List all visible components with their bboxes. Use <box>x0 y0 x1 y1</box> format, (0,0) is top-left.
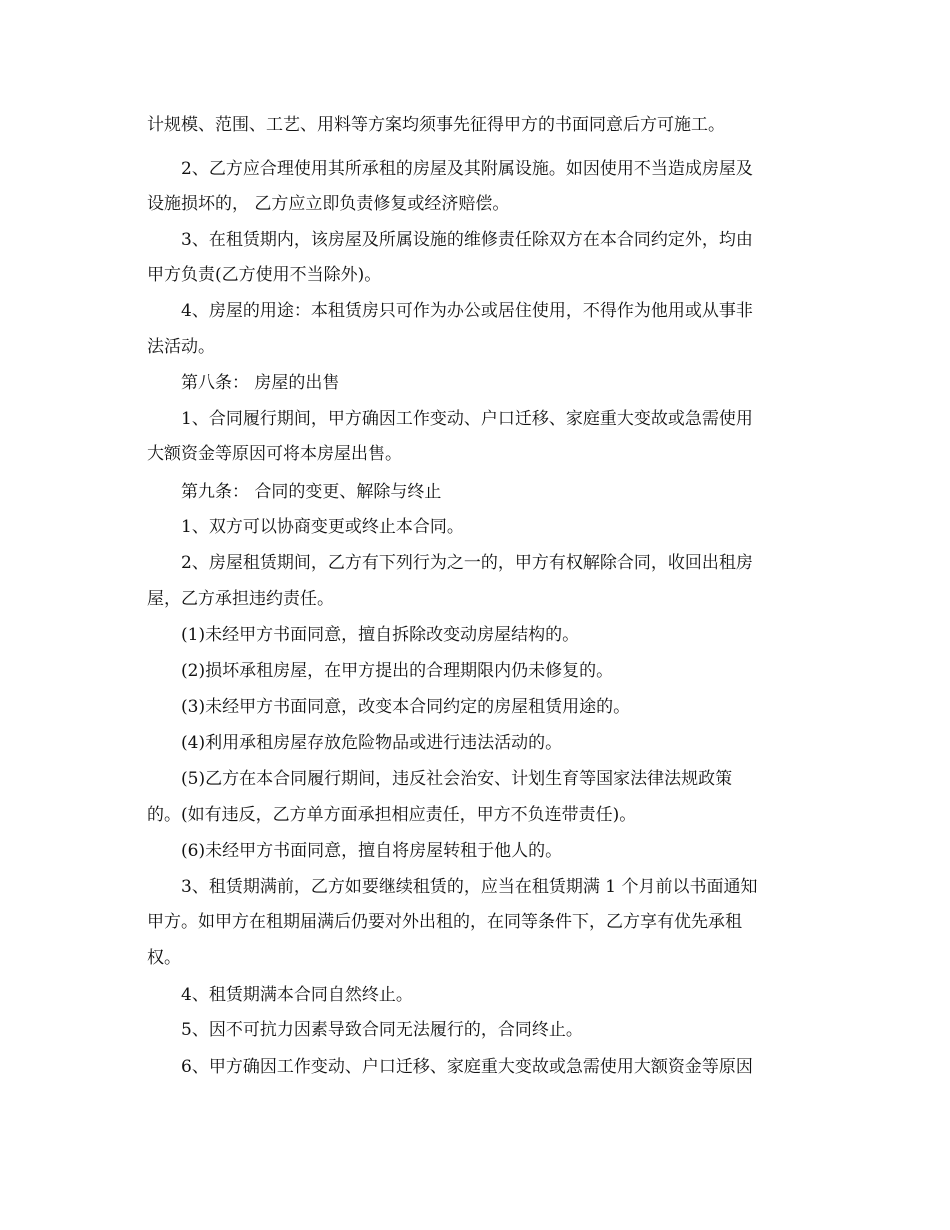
text-line: (5)乙方在本合同履行期间，违反社会治安、计划生育等国家法律法规政策 <box>181 769 733 789</box>
section-heading: 第九条： 合同的变更、解除与终止 <box>181 482 442 502</box>
text-line: 3、在租赁期内，该房屋及所属设施的维修责任除双方在本合同约定外，均由 <box>181 230 753 250</box>
text-line: 3、租赁期满前，乙方如要继续租赁的，应当在租赁期满 1 个月前以书面通知 <box>181 877 758 897</box>
text-line: 的。(如有违反，乙方单方面承担相应责任，甲方不负连带责任)。 <box>147 805 637 825</box>
text-line: 2、房屋租赁期间，乙方有下列行为之一的，甲方有权解除合同，收回出租房 <box>181 553 753 573</box>
text-line: 屋，乙方承担违约责任。 <box>147 589 334 609</box>
text-line: 2、乙方应合理使用其所承租的房屋及其附属设施。如因使用不当造成房屋及 <box>181 159 753 179</box>
text-line: 1、合同履行期间，甲方确因工作变动、户口迁移、家庭重大变故或急需使用 <box>181 409 753 429</box>
text-line: (1)未经甲方书面同意，擅自拆除改变动房屋结构的。 <box>181 625 580 645</box>
text-line: 1、双方可以协商变更或终止本合同。 <box>181 517 464 537</box>
text-line: (2)损坏承租房屋，在甲方提出的合理期限内仍未修复的。 <box>181 661 614 681</box>
text-line: 权。 <box>147 948 181 968</box>
section-heading: 第八条： 房屋的出售 <box>181 373 340 393</box>
text-line: 计规模、范围、工艺、用料等方案均须事先征得甲方的书面同意后方可施工。 <box>147 115 725 135</box>
text-line: 甲方。如甲方在租期届满后仍要对外出租的，在同等条件下，乙方享有优先承租 <box>147 912 742 932</box>
text-line: (4)利用承租房屋存放危险物品或进行违法活动的。 <box>181 733 563 753</box>
text-line: 4、房屋的用途：本租赁房只可作为办公或居住使用，不得作为他用或从事非 <box>181 301 753 321</box>
text-line: 设施损坏的， 乙方应立即负责修复或经济赔偿。 <box>147 194 510 214</box>
text-line: 甲方负责(乙方使用不当除外)。 <box>147 265 382 285</box>
text-line: 6、甲方确因工作变动、户口迁移、家庭重大变故或急需使用大额资金等原因 <box>181 1057 753 1077</box>
text-line: 4、租赁期满本合同自然终止。 <box>181 985 413 1005</box>
text-line: 法活动。 <box>147 337 215 357</box>
text-line: 5、因不可抗力因素导致合同无法履行的，合同终止。 <box>181 1020 583 1040</box>
text-line: 大额资金等原因可将本房屋出售。 <box>147 444 402 464</box>
text-line: (6)未经甲方书面同意，擅自将房屋转租于他人的。 <box>181 841 563 861</box>
text-line: (3)未经甲方书面同意，改变本合同约定的房屋租赁用途的。 <box>181 697 631 717</box>
